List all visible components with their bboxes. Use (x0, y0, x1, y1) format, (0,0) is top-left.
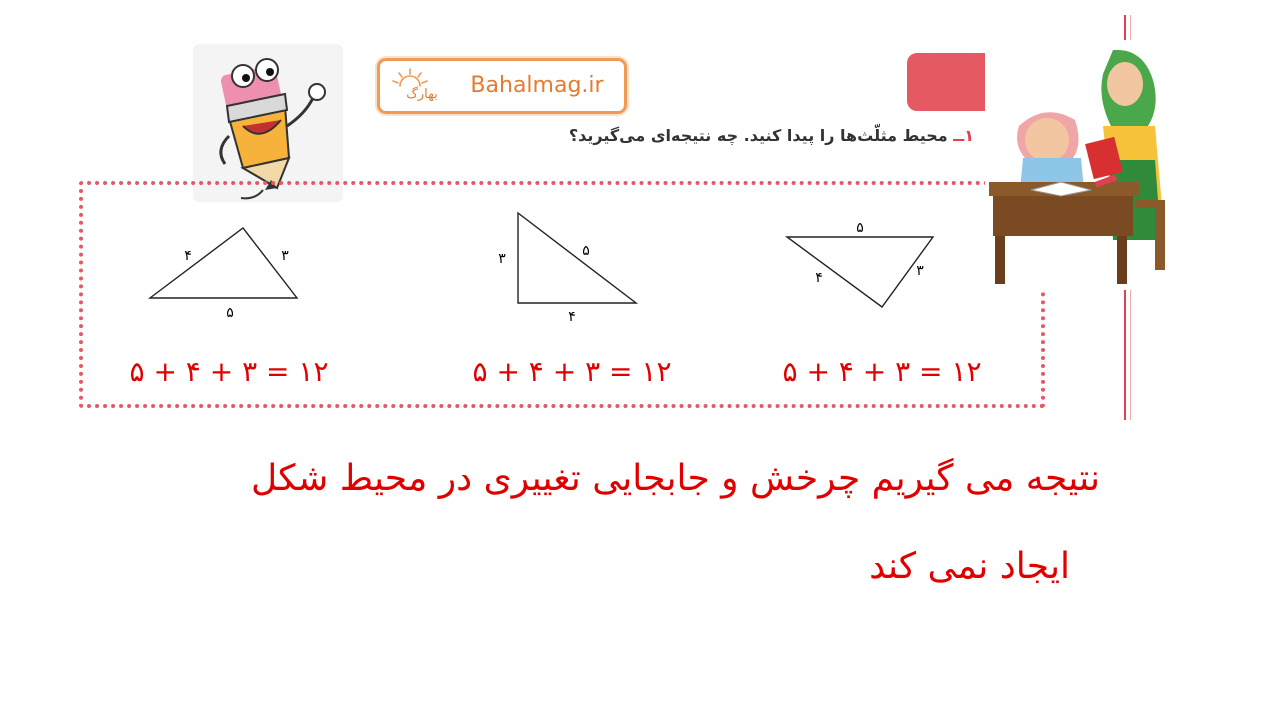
triangle-2 (490, 205, 650, 325)
equation-1: ۵ + ۴ + ۳ = ۱۲ (129, 355, 329, 388)
equation-3: ۵ + ۴ + ۳ = ۱۲ (782, 355, 982, 388)
conclusion-line-1: نتیجه می گیریم چرخش و جابجایی تغییری در محیط شکل (251, 458, 1100, 499)
question-number: ۱ــ (953, 126, 974, 145)
equation-2: ۵ + ۴ + ۳ = ۱۲ (472, 355, 672, 388)
students-at-desk-icon (985, 40, 1185, 290)
triangle-3 (775, 210, 950, 315)
logo-text[interactable]: Bahalmag.ir (470, 73, 604, 98)
triangle-1 (140, 220, 315, 325)
triangle-1-side-left: ۴ (184, 248, 192, 264)
triangle-3-side-top: ۵ (856, 220, 864, 236)
triangle-2-shape (518, 213, 636, 303)
triangle-2-side-bottom: ۴ (568, 309, 576, 325)
triangle-3-shape (787, 237, 933, 307)
question-body: محیط مثلّث‌ها را پیدا کنید. چه نتیجه‌ای می‌گیرید؟ (568, 126, 948, 145)
triangle-1-shape (150, 228, 297, 298)
question-text (520, 126, 974, 145)
triangle-2-side-hyp: ۵ (582, 243, 590, 259)
triangle-1-side-bottom: ۵ (226, 305, 234, 321)
conclusion-line-2: ایجاد نمی کند (869, 546, 1070, 587)
triangle-3-side-right: ۳ (916, 263, 924, 279)
logo-mark-text: بهارگ (406, 87, 438, 102)
triangle-1-side-right: ۳ (281, 248, 289, 264)
triangle-2-side-left: ۳ (498, 251, 506, 267)
bahar-logo-icon (386, 66, 454, 106)
triangle-3-side-left: ۴ (815, 270, 823, 286)
